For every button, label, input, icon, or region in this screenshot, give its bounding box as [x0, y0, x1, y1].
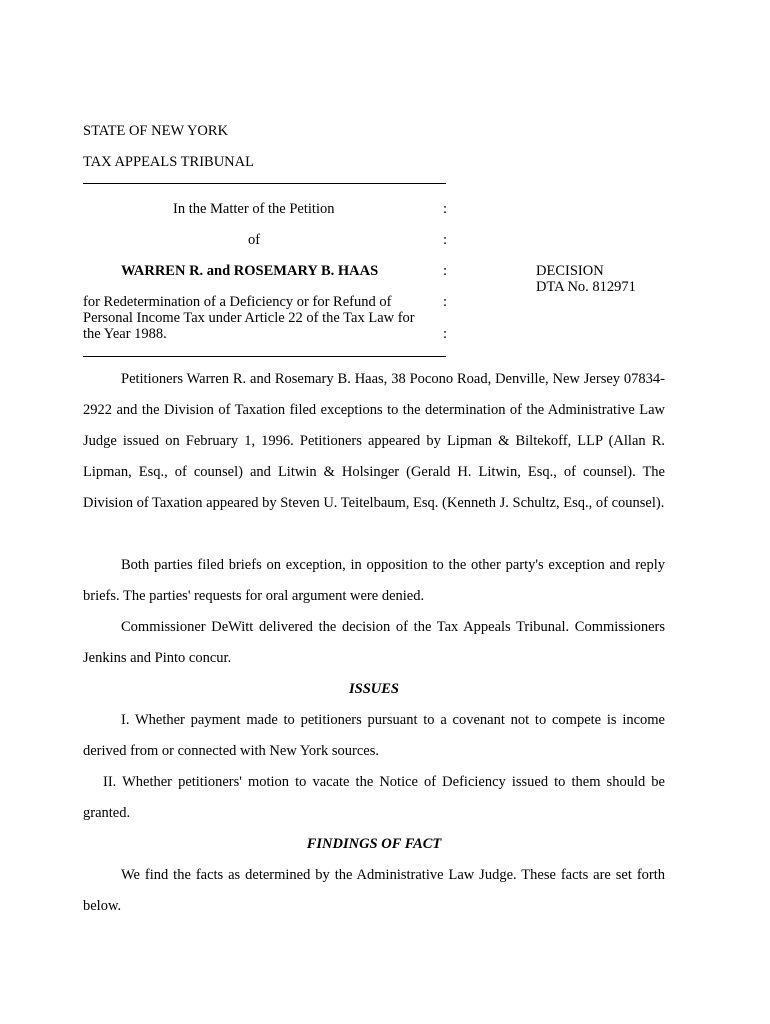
- caption-colon: :: [443, 201, 448, 217]
- caption-colon: :: [443, 232, 448, 248]
- state-heading: STATE OF NEW YORK: [83, 123, 229, 139]
- caption-colon: :: [443, 326, 448, 342]
- purpose-line-1: for Redetermination of a Deficiency or for Refund of: [83, 294, 392, 310]
- paragraph-commissioners: Commissioner DeWitt delivered the decision of the Tax Appeals Tribunal. Commissioners Jenkins and Pinto concur.: [83, 619, 665, 666]
- findings-heading: FINDINGS OF FACT: [306, 836, 442, 852]
- of-line: of: [248, 232, 261, 248]
- caption-colon: :: [443, 294, 448, 310]
- paragraph-appearances: Petitioners Warren R. and Rosemary B. Haas, 38 Pocono Road, Denville, New Jersey 07834-2922 and the Division of Taxation filed exceptions to the determination of the Administrative Law Judge issued on February 1, 1996. Petitioners appeared by Lipman & Biltekoff, LLP (Allan R. Lipman, Esq., of counsel) and Litwin & Holsinger (Gerald H. Litwin, Esq., of counsel). The Division of Taxation appeared by Steven U. Teitelbaum, Esq. (Kenneth J. Schultz, Esq., of counsel).: [83, 371, 665, 511]
- matter-line: In the Matter of the Petition: [173, 201, 335, 217]
- issue-1: I. Whether payment made to petitioners pursuant to a covenant not to compete is income derived from or connected with New York sources.: [83, 712, 665, 759]
- decision-label: DECISION: [536, 263, 604, 279]
- purpose-line-2: Personal Income Tax under Article 22 of the Tax Law for: [83, 310, 415, 326]
- caption-top-rule: [83, 183, 446, 184]
- paragraph-briefs: Both parties filed briefs on exception, in opposition to the other party's exception and reply briefs. The parties' requests for oral argument were denied.: [83, 557, 665, 604]
- caption-bottom-rule: [83, 356, 446, 357]
- tribunal-heading: TAX APPEALS TRIBUNAL: [83, 154, 254, 170]
- dta-number: DTA No. 812971: [536, 279, 636, 295]
- purpose-line-3: the Year 1988.: [83, 326, 167, 342]
- issue-2: II. Whether petitioners' motion to vacate the Notice of Deficiency issued to them should be granted.: [83, 774, 665, 821]
- findings-intro: We find the facts as determined by the Administrative Law Judge. These facts are set forth below.: [83, 867, 665, 914]
- caption-colon: :: [443, 263, 448, 279]
- issues-heading: ISSUES: [349, 681, 399, 697]
- petitioner-names: WARREN R. and ROSEMARY B. HAAS: [121, 263, 379, 279]
